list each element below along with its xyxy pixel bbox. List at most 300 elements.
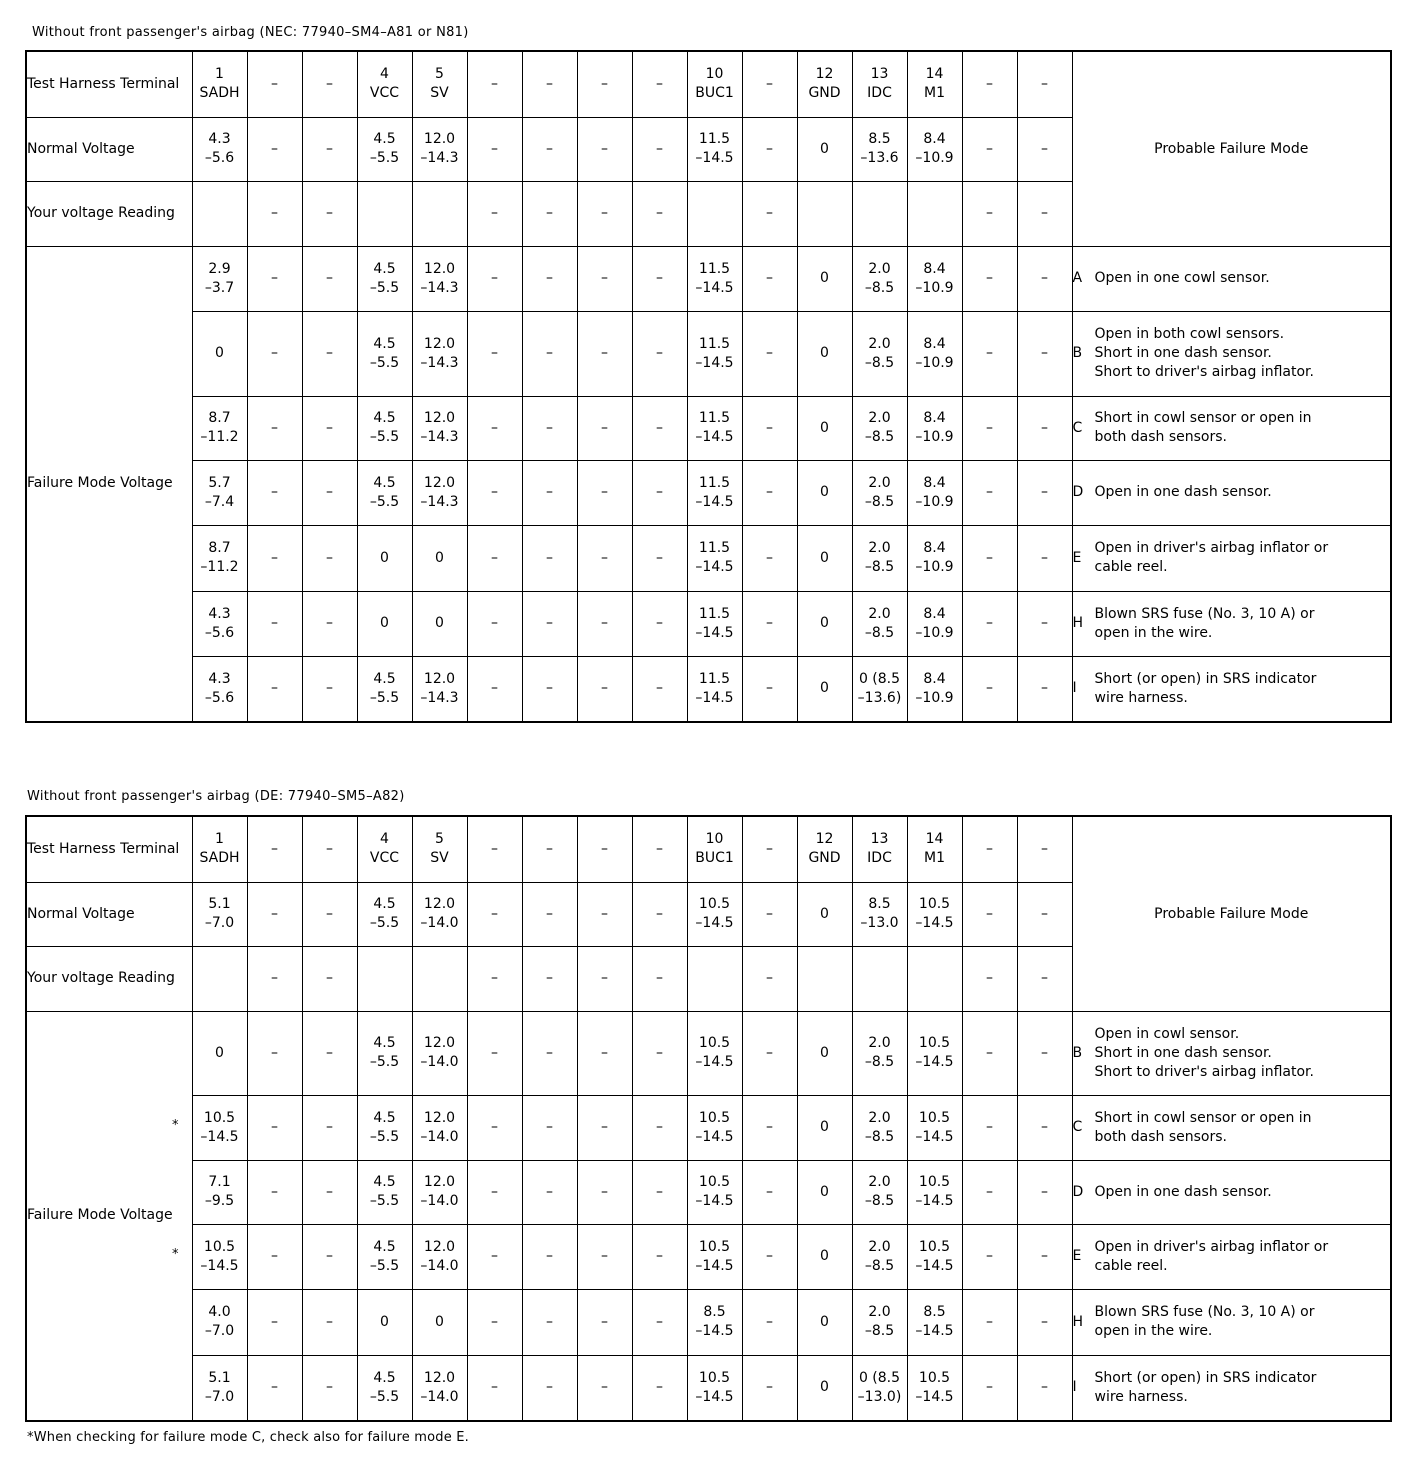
failure-mode-letter: H [1072,1313,1084,1330]
your-reading-cell: – [742,181,797,246]
failure-voltage-cell: 0 [797,1095,852,1160]
your-reading-cell: – [302,181,357,246]
your-reading-cell [852,946,907,1011]
failure-voltage-cell: – [467,396,522,460]
terminal-cell: 12 GND [797,51,852,117]
failure-voltage-cell: 4.5 –5.5 [357,246,412,311]
failure-mode-row [26,1355,1391,1421]
failure-voltage-cell: 2.0 –8.5 [852,591,907,656]
failure-voltage-cell: 0 [797,656,852,722]
failure-voltage-cell: – [632,525,687,591]
failure-voltage-cell: 4.5 –5.5 [357,396,412,460]
failure-voltage-cell: – [302,1355,357,1421]
normal-voltage-label: Normal Voltage [26,882,192,946]
failure-voltage-cell: 8.4 –10.9 [907,396,962,460]
failure-voltage-cell: 12.0 –14.3 [412,396,467,460]
your-reading-label: Your voltage Reading [26,181,192,246]
failure-mode-text: Open in driver's airbag inflator or cable reel. [1094,1238,1329,1274]
terminal-cell: – [632,51,687,117]
failure-voltage-cell: – [742,1011,797,1095]
terminal-cell: 10 BUC1 [687,816,742,882]
failure-voltage-cell: – [467,1095,522,1160]
failure-voltage-cell: 12.0 –14.3 [412,246,467,311]
normal-voltage-cell: – [962,882,1017,946]
your-reading-cell [797,181,852,246]
failure-mode-row [26,311,1391,396]
failure-voltage-cell: 0 [797,591,852,656]
your-reading-cell [687,181,742,246]
failure-voltage-cell: – [1017,1095,1072,1160]
terminal-cell: – [467,51,522,117]
failure-voltage-cell: – [577,525,632,591]
failure-voltage-cell: – [742,525,797,591]
terminal-cell: – [302,51,357,117]
your-reading-cell: – [632,946,687,1011]
failure-voltage-cell: 12.0 –14.3 [412,656,467,722]
normal-voltage-cell: – [247,117,302,181]
your-reading-cell [357,946,412,1011]
failure-voltage-cell: – [522,1160,577,1224]
your-reading-cell [907,181,962,246]
failure-mode-text: Open in one cowl sensor. [1094,270,1270,286]
failure-voltage-cell: 12.0 –14.0 [412,1160,467,1224]
failure-voltage-cell: – [302,1011,357,1095]
failure-voltage-cell: 0 [797,311,852,396]
terminal-cell: – [577,51,632,117]
failure-voltage-cell: – [1017,1011,1072,1095]
failure-voltage-cell: 8.4 –10.9 [907,656,962,722]
failure-voltage-cell: 0 [797,396,852,460]
failure-mode-text: Short (or open) in SRS indicator wire harness. [1094,670,1317,706]
failure-voltage-cell: – [962,1355,1017,1421]
failure-voltage-cell: – [522,1289,577,1355]
failure-voltage-cell: 4.3 –5.6 [192,656,247,722]
failure-voltage-cell: – [247,591,302,656]
failure-voltage-cell: 0 [357,1289,412,1355]
failure-voltage-cell: – [247,1011,302,1095]
probable-failure-mode-header: Probable Failure Mode [1072,816,1391,1011]
normal-voltage-cell: – [632,882,687,946]
failure-voltage-cell: 2.0 –8.5 [852,396,907,460]
your-reading-cell: – [247,946,302,1011]
normal-voltage-cell: – [467,117,522,181]
failure-voltage-cell: – [522,591,577,656]
failure-voltage-cell: – [467,591,522,656]
failure-voltage-cell: 12.0 –14.0 [412,1224,467,1289]
failure-voltage-cell: 0 [192,1011,247,1095]
failure-mode-letter: A [1072,270,1083,286]
normal-voltage-cell: – [302,882,357,946]
failure-voltage-cell: – [577,460,632,525]
failure-voltage-cell: 8.7 –11.2 [192,396,247,460]
failure-mode-description [1072,396,1391,460]
failure-voltage-cell: 8.4 –10.9 [907,525,962,591]
failure-voltage-cell: 0 [797,460,852,525]
failure-voltage-cell: – [632,656,687,722]
failure-voltage-cell: – [522,396,577,460]
your-reading-cell: – [742,946,797,1011]
failure-voltage-cell: – [577,1095,632,1160]
failure-voltage-cell: – [522,656,577,722]
failure-voltage-cell: – [742,1355,797,1421]
failure-voltage-cell: 8.5 –14.5 [687,1289,742,1355]
failure-voltage-cell: – [247,1355,302,1421]
test-harness-label: Test Harness Terminal [26,816,192,882]
your-reading-cell: – [467,181,522,246]
failure-voltage-cell: – [742,311,797,396]
failure-mode-voltage-label: Failure Mode Voltage [26,246,192,722]
failure-voltage-cell: 10.5 –14.5 [907,1355,962,1421]
failure-voltage-cell: – [632,311,687,396]
failure-voltage-cell: – [1017,1355,1072,1421]
terminal-cell: 1 SADH [192,816,247,882]
failure-voltage-cell: – [467,1289,522,1355]
failure-voltage-cell: – [577,1011,632,1095]
failure-voltage-cell: – [247,460,302,525]
failure-mode-text: Open in one dash sensor. [1094,1183,1272,1200]
failure-mode-letter: C [1072,419,1083,436]
your-reading-cell [357,181,412,246]
failure-voltage-cell: 0 [797,1355,852,1421]
failure-voltage-cell: – [1017,311,1072,396]
failure-voltage-cell: 10.5 –14.5 [687,1011,742,1095]
terminal-cell: 12 GND [797,816,852,882]
failure-voltage-cell: 8.4 –10.9 [907,311,962,396]
failure-voltage-cell: – [742,1289,797,1355]
failure-voltage-cell: 10.5 –14.5 [907,1011,962,1095]
failure-voltage-cell: 10.5 –14.5 [687,1095,742,1160]
failure-voltage-cell: – [632,460,687,525]
test-harness-label: Test Harness Terminal [26,51,192,117]
failure-voltage-cell: – [302,396,357,460]
failure-mode-row [26,1095,1391,1160]
failure-voltage-cell: 2.0 –8.5 [852,525,907,591]
failure-voltage-cell: 8.7 –11.2 [192,525,247,591]
header-row [26,816,1391,882]
failure-voltage-cell: 11.5 –14.5 [687,525,742,591]
terminal-cell: – [522,51,577,117]
failure-voltage-cell: 2.0 –8.5 [852,1289,907,1355]
failure-mode-row [26,1011,1391,1095]
failure-voltage-cell: 5.1 –7.0 [192,1355,247,1421]
failure-voltage-cell: – [522,311,577,396]
failure-voltage-cell: 4.5 –5.5 [357,1160,412,1224]
failure-voltage-cell: 2.0 –8.5 [852,1160,907,1224]
normal-voltage-label: Normal Voltage [26,117,192,181]
failure-voltage-cell: – [742,591,797,656]
failure-voltage-cell: – [1017,525,1072,591]
normal-voltage-cell: – [302,117,357,181]
failure-voltage-cell: 11.5 –14.5 [687,396,742,460]
table2-grid [25,815,1392,1422]
failure-voltage-cell: – [522,1095,577,1160]
failure-voltage-cell: 4.5 –5.5 [357,460,412,525]
failure-voltage-cell: 12.0 –14.0 [412,1011,467,1095]
normal-voltage-cell: 5.1 –7.0 [192,882,247,946]
failure-voltage-cell: – [742,460,797,525]
failure-voltage-cell: 0 (8.5 –13.0) [852,1355,907,1421]
failure-voltage-cell: – [962,460,1017,525]
failure-voltage-cell: 0 [797,246,852,311]
failure-voltage-cell: – [247,525,302,591]
terminal-cell: 14 M1 [907,51,962,117]
terminal-cell: – [742,816,797,882]
failure-voltage-cell: 4.5 –5.5 [357,656,412,722]
failure-mode-description [1072,656,1391,722]
failure-voltage-cell: – [1017,1289,1072,1355]
failure-voltage-cell: – [577,1289,632,1355]
failure-mode-text: Short in cowl sensor or open in both dash sensors. [1094,410,1312,445]
failure-voltage-cell: – [302,1160,357,1224]
failure-voltage-cell: – [742,1160,797,1224]
failure-voltage-cell: – [247,311,302,396]
failure-voltage-cell: 5.7 –7.4 [192,460,247,525]
normal-voltage-cell: – [1017,117,1072,181]
terminal-cell: 5 SV [412,51,467,117]
terminal-cell: – [247,51,302,117]
failure-voltage-cell: – [1017,591,1072,656]
normal-voltage-cell: 12.0 –14.3 [412,117,467,181]
failure-mode-row [26,1160,1391,1224]
failure-voltage-cell: 4.5 –5.5 [357,1095,412,1160]
failure-voltage-cell: 4.0 –7.0 [192,1289,247,1355]
failure-mode-letter: D [1072,484,1084,500]
failure-mode-letter: H [1072,615,1084,631]
failure-voltage-cell: – [247,1095,302,1160]
failure-voltage-cell: 4.3 –5.6 [192,591,247,656]
your-reading-cell: – [632,181,687,246]
failure-voltage-cell: – [247,656,302,722]
terminal-cell: 13 IDC [852,51,907,117]
terminal-cell: – [577,816,632,882]
failure-voltage-cell: – [302,1289,357,1355]
failure-voltage-cell: 10.5 –14.5 [687,1355,742,1421]
failure-voltage-cell: 10.5 –14.5 [192,1095,247,1160]
normal-voltage-cell: 0 [797,882,852,946]
failure-voltage-cell: – [632,1095,687,1160]
failure-voltage-cell: 10.5 –14.5 [907,1224,962,1289]
failure-voltage-cell: 11.5 –14.5 [687,311,742,396]
failure-voltage-cell: – [522,1355,577,1421]
failure-mode-description [1072,525,1391,591]
your-reading-cell [852,181,907,246]
failure-voltage-cell: 7.1 –9.5 [192,1160,247,1224]
footnote-asterisk: * [172,1117,179,1133]
failure-voltage-cell: 11.5 –14.5 [687,460,742,525]
failure-voltage-cell: 12.0 –14.0 [412,1355,467,1421]
failure-voltage-cell: 0 [412,525,467,591]
failure-voltage-cell: – [962,1224,1017,1289]
failure-voltage-cell: – [632,1289,687,1355]
failure-voltage-cell: 2.9 –3.7 [192,246,247,311]
table1-grid [25,50,1392,723]
failure-voltage-cell: – [302,1224,357,1289]
failure-voltage-cell: 11.5 –14.5 [687,246,742,311]
failure-voltage-cell: – [962,396,1017,460]
failure-voltage-cell: – [247,1289,302,1355]
normal-voltage-cell: 10.5 –14.5 [687,882,742,946]
failure-voltage-cell: – [742,246,797,311]
failure-voltage-cell: – [632,246,687,311]
failure-voltage-cell: 11.5 –14.5 [687,591,742,656]
failure-mode-text: Open in driver's airbag inflator or cable reel. [1094,540,1329,575]
terminal-cell: – [742,51,797,117]
your-reading-cell: – [247,181,302,246]
normal-voltage-cell: 8.4 –10.9 [907,117,962,181]
failure-voltage-cell: – [1017,460,1072,525]
failure-voltage-cell: – [962,311,1017,396]
failure-mode-text: Open in one dash sensor. [1094,484,1272,500]
failure-mode-description [1072,460,1391,525]
failure-voltage-cell: – [577,1355,632,1421]
failure-voltage-cell: 10.5 –14.5 [192,1224,247,1289]
failure-voltage-cell: 0 [797,1289,852,1355]
failure-voltage-cell: 8.4 –10.9 [907,246,962,311]
failure-voltage-cell: – [302,656,357,722]
failure-voltage-cell: 0 [797,1224,852,1289]
terminal-cell: – [247,816,302,882]
your-reading-cell [412,946,467,1011]
failure-mode-row [26,1224,1391,1289]
failure-voltage-cell: – [1017,396,1072,460]
failure-voltage-cell: 10.5 –14.5 [687,1224,742,1289]
failure-voltage-cell: – [632,1160,687,1224]
failure-mode-description [1072,1011,1391,1095]
failure-voltage-cell: 2.0 –8.5 [852,246,907,311]
normal-voltage-cell: 4.5 –5.5 [357,882,412,946]
failure-mode-letter: B [1072,345,1083,361]
normal-voltage-cell: – [742,117,797,181]
your-reading-cell: – [962,181,1017,246]
your-reading-cell: – [577,181,632,246]
failure-voltage-cell: 0 [357,591,412,656]
failure-voltage-cell: 10.5 –14.5 [907,1160,962,1224]
header-row [26,51,1391,117]
failure-voltage-cell: – [522,1224,577,1289]
terminal-cell: – [467,816,522,882]
your-reading-cell [907,946,962,1011]
normal-voltage-cell: 8.5 –13.6 [852,117,907,181]
failure-voltage-cell: – [467,1160,522,1224]
failure-voltage-cell: 8.4 –10.9 [907,460,962,525]
failure-voltage-cell: – [302,525,357,591]
failure-mode-letter: D [1072,1183,1084,1200]
failure-voltage-cell: – [577,1160,632,1224]
normal-voltage-cell: – [577,117,632,181]
terminal-cell: 10 BUC1 [687,51,742,117]
failure-voltage-cell: – [962,1289,1017,1355]
failure-mode-row [26,396,1391,460]
failure-mode-description [1072,311,1391,396]
failure-mode-letter: E [1072,549,1082,566]
failure-voltage-cell: 0 [797,1160,852,1224]
probable-failure-mode-header: Probable Failure Mode [1072,51,1391,246]
failure-voltage-cell: 2.0 –8.5 [852,1224,907,1289]
your-reading-cell: – [302,946,357,1011]
failure-voltage-cell: – [632,591,687,656]
your-reading-cell: – [1017,946,1072,1011]
your-reading-label: Your voltage Reading [26,946,192,1011]
failure-voltage-cell: – [577,591,632,656]
terminal-cell: – [962,816,1017,882]
your-reading-cell [797,946,852,1011]
failure-voltage-cell: – [522,1011,577,1095]
failure-voltage-cell: – [577,396,632,460]
normal-voltage-cell: – [577,882,632,946]
footnote-asterisk: * [172,1246,179,1262]
failure-voltage-cell: – [247,1160,302,1224]
failure-voltage-cell: 0 (8.5 –13.6) [852,656,907,722]
failure-voltage-cell: – [247,396,302,460]
failure-voltage-cell: – [1017,656,1072,722]
normal-voltage-cell: 12.0 –14.0 [412,882,467,946]
failure-voltage-cell: – [742,396,797,460]
table1-caption: Without front passenger's airbag (NEC: 77940–SM4–A81 or N81) [32,25,469,40]
failure-voltage-cell: 11.5 –14.5 [687,656,742,722]
normal-voltage-cell: 8.5 –13.0 [852,882,907,946]
failure-mode-text: Short (or open) in SRS indicator wire harness. [1094,1369,1317,1405]
failure-voltage-cell: – [467,525,522,591]
failure-voltage-cell: 10.5 –14.5 [907,1095,962,1160]
failure-voltage-cell: – [742,1095,797,1160]
normal-voltage-cell: – [522,117,577,181]
failure-voltage-cell: – [467,246,522,311]
failure-voltage-cell: – [962,246,1017,311]
failure-mode-description [1072,1160,1391,1224]
failure-voltage-cell: – [632,1355,687,1421]
your-reading-cell: – [577,946,632,1011]
failure-mode-letter: I [1072,680,1077,697]
terminal-cell: – [302,816,357,882]
failure-voltage-cell: – [302,460,357,525]
failure-voltage-cell: 0 [797,1011,852,1095]
terminal-cell: 4 VCC [357,51,412,117]
your-reading-cell: – [522,181,577,246]
failure-voltage-cell: 4.5 –5.5 [357,1011,412,1095]
normal-voltage-cell: – [962,117,1017,181]
failure-mode-text: Blown SRS fuse (No. 3, 10 A) or open in the wire. [1094,1304,1315,1339]
failure-mode-row [26,1289,1391,1355]
failure-voltage-cell: 0 [797,525,852,591]
failure-voltage-cell: – [632,1224,687,1289]
normal-voltage-cell: 10.5 –14.5 [907,882,962,946]
failure-mode-description [1072,1289,1391,1355]
failure-mode-row [26,591,1391,656]
failure-voltage-cell: – [302,591,357,656]
normal-voltage-cell: 11.5 –14.5 [687,117,742,181]
failure-mode-row [26,460,1391,525]
footnote: *When checking for failure mode C, check also for failure mode E. [27,1430,469,1445]
failure-mode-letter: B [1072,1044,1083,1061]
failure-voltage-cell: – [962,525,1017,591]
normal-voltage-cell: 4.5 –5.5 [357,117,412,181]
failure-mode-row [26,656,1391,722]
failure-mode-row [26,525,1391,591]
failure-voltage-cell: – [247,246,302,311]
failure-mode-letter: I [1072,1379,1077,1396]
failure-mode-voltage-label: Failure Mode Voltage [26,1011,192,1421]
failure-voltage-cell: 12.0 –14.3 [412,460,467,525]
failure-voltage-cell: 2.0 –8.5 [852,1011,907,1095]
failure-voltage-cell: – [302,246,357,311]
failure-voltage-cell: – [577,656,632,722]
failure-voltage-cell: 0 [412,591,467,656]
failure-voltage-cell: 12.0 –14.0 [412,1095,467,1160]
your-reading-cell: – [962,946,1017,1011]
failure-mode-letter: E [1072,1248,1082,1264]
failure-voltage-cell: – [522,525,577,591]
failure-voltage-cell: – [467,656,522,722]
